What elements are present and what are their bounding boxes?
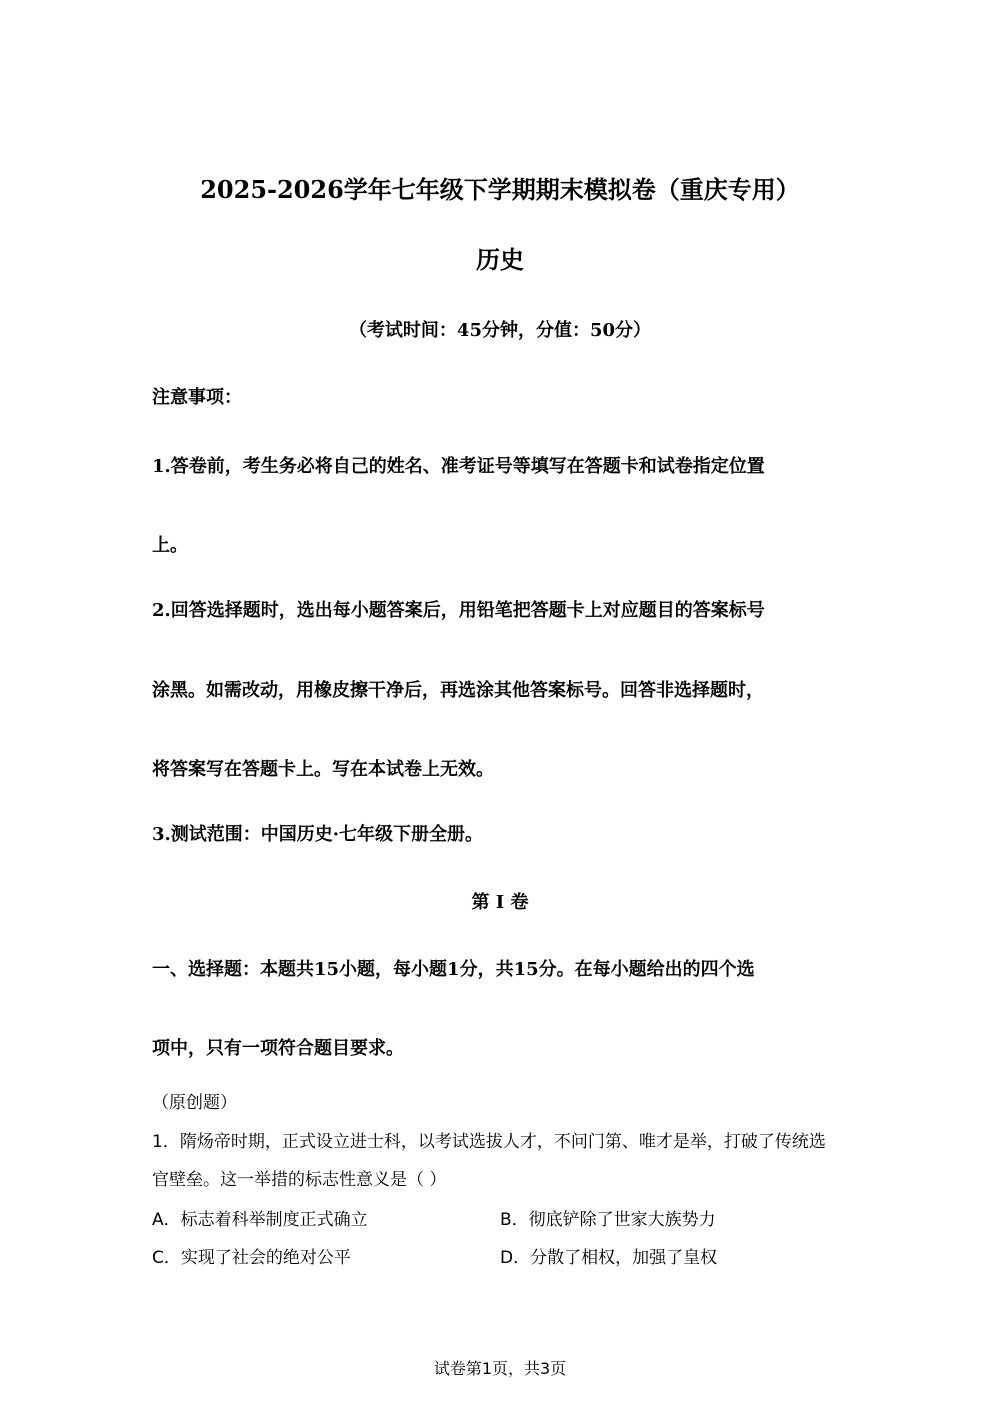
notice-line: 2.回答选择题时，选出每小题答案后，用铅笔把答题卡上对应题目的答案标号	[152, 600, 765, 621]
notice-line: 1.答卷前，考生务必将自己的姓名、准考证号等填写在答题卡和试卷指定位置	[152, 456, 765, 477]
notice-line: 将答案写在答题卡上。写在本试卷上无效。	[152, 759, 494, 780]
exam-subject: 历史	[476, 245, 524, 274]
part-instruction: 项中，只有一项符合题目要求。	[152, 1038, 404, 1059]
question-stem: 官壁垒。这一举措的标志性意义是（ ）	[152, 1170, 447, 1190]
option-c: C．实现了社会的绝对公平	[152, 1248, 351, 1268]
question-stem: 1．隋炀帝时期，正式设立进士科，以考试选拔人才，不问门第、唯才是举，打破了传统选	[152, 1132, 826, 1152]
page-footer: 试卷第1页，共3页	[433, 1359, 567, 1378]
volume-title: 第 I 卷	[471, 892, 529, 913]
notice-heading: 注意事项：	[152, 387, 242, 408]
option-d: D．分散了相权，加强了皇权	[500, 1248, 718, 1268]
notice-line: 3.测试范围：中国历史·七年级下册全册。	[152, 824, 484, 845]
exam-title: 2025-2026学年七年级下学期期末模拟卷（重庆专用）	[200, 175, 800, 204]
question-source: （原创题）	[152, 1093, 237, 1113]
part-instruction: 一、选择题：本题共15小题，每小题1分，共15分。在每小题给出的四个选	[152, 959, 755, 980]
option-b: B．彻底铲除了世家大族势力	[500, 1210, 716, 1230]
notice-line: 上。	[152, 535, 188, 556]
notice-line: 涂黑。如需改动，用橡皮擦干净后，再选涂其他答案标号。回答非选择题时，	[152, 680, 764, 701]
option-a: A．标志着科举制度正式确立	[152, 1210, 368, 1230]
exam-time-info: （考试时间：45分钟，分值：50分）	[348, 320, 652, 341]
